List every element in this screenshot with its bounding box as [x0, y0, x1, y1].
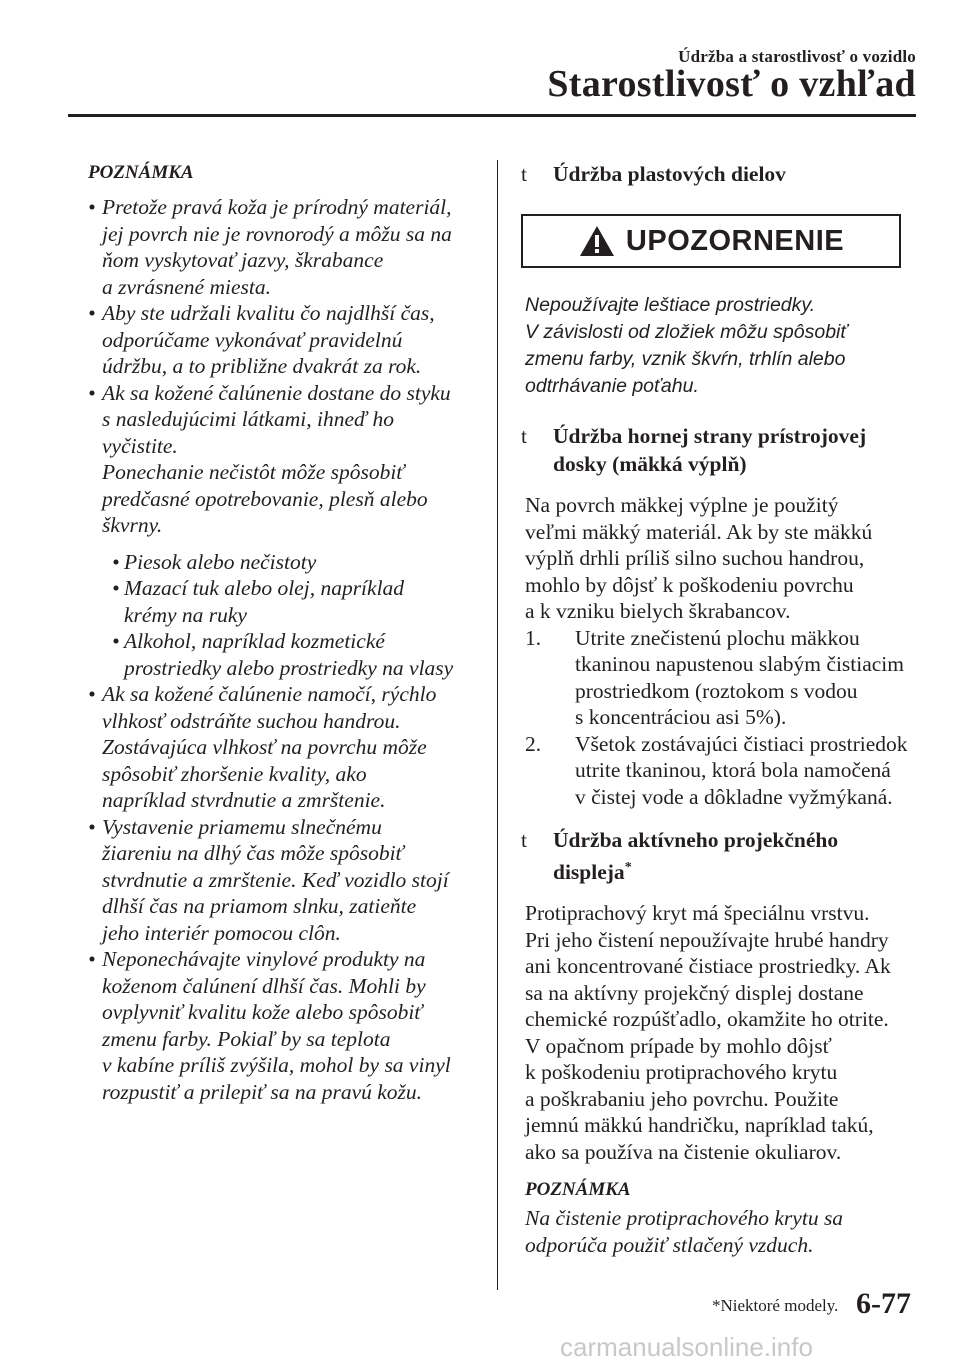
footnote-star: *: [624, 860, 632, 875]
text-line: dlhší čas na priamom slnku, zatieňte: [102, 894, 417, 918]
text-line: vyčistite.: [102, 433, 178, 458]
text-line: Ak sa kožené čalúnenie dostane do styku: [102, 380, 451, 405]
text-line: veľmi mäkký materiál. Ak by ste mäkkú: [525, 519, 873, 544]
text-line: Ponechanie nečistôt môže spôsobiť: [102, 460, 405, 484]
warning-icon: [578, 224, 616, 258]
text-line: utrite tkaninou, ktorá bola namočená: [575, 758, 891, 782]
text-line: k poškodeniu protiprachového krytu: [525, 1060, 838, 1085]
text-line: výplň drhli príliš silno suchou handrou,: [525, 546, 865, 570]
text-line: Ak sa kožené čalúnenie namočí, rýchlo: [102, 682, 437, 706]
text-line: ako sa používa na čistenie okuliarov.: [525, 1139, 842, 1164]
text-line: zmenu farby. Pokiaľ by sa teplota: [102, 1026, 391, 1051]
text-line: a poškrabaniu jeho povrchu. Použite: [525, 1086, 839, 1111]
section-heading-text: Údržba aktívneho projekčného: [553, 828, 839, 852]
text-line: Všetok zostávajúci čistiaci prostriedok: [575, 731, 908, 756]
text-line: s koncentráciou asi 5%).: [575, 705, 787, 729]
bullet-icon: •: [88, 814, 96, 839]
watermark: carmanualsonline.info: [560, 1332, 813, 1362]
text-line: napríklad stvrdnutie a zmrštenie.: [102, 788, 386, 812]
text-line: škvrny.: [102, 513, 163, 537]
section-title: Starostlivosť o vzhľad: [547, 63, 916, 105]
section-heading-display: [513, 826, 918, 886]
text-line: žiareniu na dlhý čas môže spôsobiť: [102, 841, 404, 865]
step-item: [525, 625, 918, 731]
text-line: odporúčame vykonávať pravidelnú: [102, 327, 403, 352]
sub-bullet-item: [72, 628, 472, 681]
text-line: Utrite znečistenú plochu mäkkou: [575, 625, 860, 650]
column-divider: [497, 160, 498, 1290]
text-line: jej povrch nie je rovnorodý a môžu sa na: [102, 221, 452, 246]
text-line: ovplyvniť kvalitu kože alebo spôsobiť: [102, 1000, 423, 1024]
bullet-item: [72, 380, 472, 539]
text-line: Protiprachový kryt má špeciálnu vrstvu.: [525, 901, 870, 926]
text-line: Pri jeho čistení nepoužívajte hrubé handry: [525, 927, 889, 952]
text-line: Nepoužívajte leštiace prostriedky.: [525, 294, 816, 316]
note-text: [525, 1205, 918, 1258]
text-line: vlhkosť odstráňte suchou handrou.: [102, 708, 401, 733]
text-line: Aby ste udržali kvalitu čo najdlhší čas,: [102, 301, 435, 325]
text-line: Pretože pravá koža je prírodný materiál,: [102, 195, 452, 219]
text-line: prostriedkom (roztokom s vodou: [575, 678, 858, 703]
bullet-item: [72, 194, 472, 300]
note-bullets: [72, 194, 472, 539]
warning-label: UPOZORNENIE: [625, 224, 845, 257]
text-line: a k vzniku bielych škrabancov.: [525, 599, 791, 623]
text-line: rozpustiť a prilepiť sa na pravú kožu.: [102, 1079, 423, 1104]
section-heading-text: displeja: [553, 860, 625, 885]
section-heading-text: dosky (mäkká výplň): [553, 452, 747, 476]
bullet-icon: •: [88, 947, 96, 971]
text-line: a zvrásnené miesta.: [102, 274, 271, 299]
text-line: Mazací tuk alebo olej, napríklad: [124, 576, 405, 600]
bullet-icon: •: [88, 682, 96, 706]
text-line: prostriedky alebo prostriedky na vlasy: [124, 655, 454, 680]
note-sub-bullets: [72, 549, 472, 682]
text-line: tkaninou napustenou slabým čistiacim: [575, 652, 905, 676]
text-line: v čistej vode a dôkladne vyžmýkaná.: [575, 784, 893, 809]
bullet-item: [72, 681, 472, 814]
display-paragraph: [525, 900, 918, 1165]
section-heading-text: Údržba plastových dielov: [553, 162, 786, 186]
text-line: Na čistenie protiprachového krytu sa: [525, 1206, 844, 1231]
text-line: V závislosti od zložiek môžu spôsobiť: [525, 321, 848, 343]
text-line: chemické rozpúšťadlo, okamžite ho otrite.: [525, 1007, 889, 1032]
right-column: [513, 160, 918, 1258]
warning-text: [525, 292, 918, 400]
sub-bullet-item: [72, 549, 472, 576]
text-line: odtrhávanie poťahu.: [525, 375, 699, 397]
bullet-icon: •: [112, 629, 120, 653]
text-line: Piesok alebo nečistoty: [124, 549, 317, 574]
text-line: Na povrch mäkkej výplne je použitý: [525, 493, 839, 517]
warning-box: [521, 214, 901, 268]
step-number: 1.: [525, 625, 542, 650]
footnote: *Niektoré modely.: [712, 1296, 839, 1315]
text-line: mohlo by dôjsť k poškodeniu povrchu: [525, 572, 854, 597]
text-line: koženom čalúnení dlhší čas. Mohli by: [102, 973, 426, 998]
text-line: s nasledujúcimi látkami, ihneď ho: [102, 407, 394, 431]
bullet-icon: •: [112, 549, 120, 574]
sub-bullet-item: [72, 575, 472, 628]
text-line: odporúča použiť stlačený vzduch.: [525, 1232, 814, 1257]
section-heading-dashboard: [513, 422, 918, 478]
text-line: sa na aktívny projekčný displej dostane: [525, 980, 864, 1005]
left-column: [72, 160, 472, 1105]
note-title: POZNÁMKA: [88, 162, 194, 183]
text-line: zmenu farby, vznik škvŕn, trhlín alebo: [525, 348, 846, 370]
section-marker: t: [521, 162, 527, 186]
page-number: 6-77: [856, 1287, 911, 1320]
dashboard-paragraph: [525, 492, 918, 625]
bullet-icon: •: [88, 380, 96, 405]
text-line: ňom vyskytovať jazvy, škrabance: [102, 248, 384, 272]
bullet-icon: •: [88, 301, 96, 325]
bullet-item: [72, 946, 472, 1105]
text-line: jeho interiér pomocou clôn.: [102, 920, 341, 945]
section-heading-plastic: [513, 160, 918, 188]
bullet-item: [72, 814, 472, 947]
text-line: v kabíne príliš zvýšila, mohol by sa vinyl: [102, 1053, 451, 1077]
section-heading-text: Údržba hornej strany prístrojovej: [553, 424, 867, 448]
header-rule: [68, 114, 916, 117]
text-line: jemnú mäkkú handričku, napríklad takú,: [525, 1113, 874, 1138]
note-bullets-2: [72, 681, 472, 1105]
section-marker: t: [521, 424, 527, 448]
bullet-icon: •: [88, 195, 96, 219]
text-line: predčasné opotrebovanie, plesň alebo: [102, 486, 428, 511]
step-item: [525, 731, 918, 811]
text-line: Neponechávajte vinylové produkty na: [102, 947, 426, 971]
text-line: stvrdnutie a zmrštenie. Keď vozidlo stojí: [102, 867, 449, 892]
text-line: Zostávajúca vlhkosť na povrchu môže: [102, 735, 427, 759]
chapter-subtitle: Údržba a starostlivosť o vozidlo: [678, 47, 916, 66]
text-line: krémy na ruky: [124, 602, 247, 627]
text-line: Vystavenie priamemu slnečnému: [102, 814, 382, 839]
text-line: V opačnom prípade by mohlo dôjsť: [525, 1033, 832, 1058]
text-line: Alkohol, napríklad kozmetické: [124, 629, 385, 653]
text-line: údržbu, a to približne dvakrát za rok.: [102, 354, 422, 378]
note-title: POZNÁMKA: [525, 1179, 631, 1201]
step-number: 2.: [525, 731, 542, 756]
bullet-item: [72, 300, 472, 380]
bullet-icon: •: [112, 576, 120, 600]
section-marker: t: [521, 828, 527, 852]
text-line: ani koncentrované čistiace prostriedky. Ak: [525, 954, 891, 979]
text-line: spôsobiť zhoršenie kvality, ako: [102, 761, 367, 786]
numbered-steps: [513, 625, 918, 811]
